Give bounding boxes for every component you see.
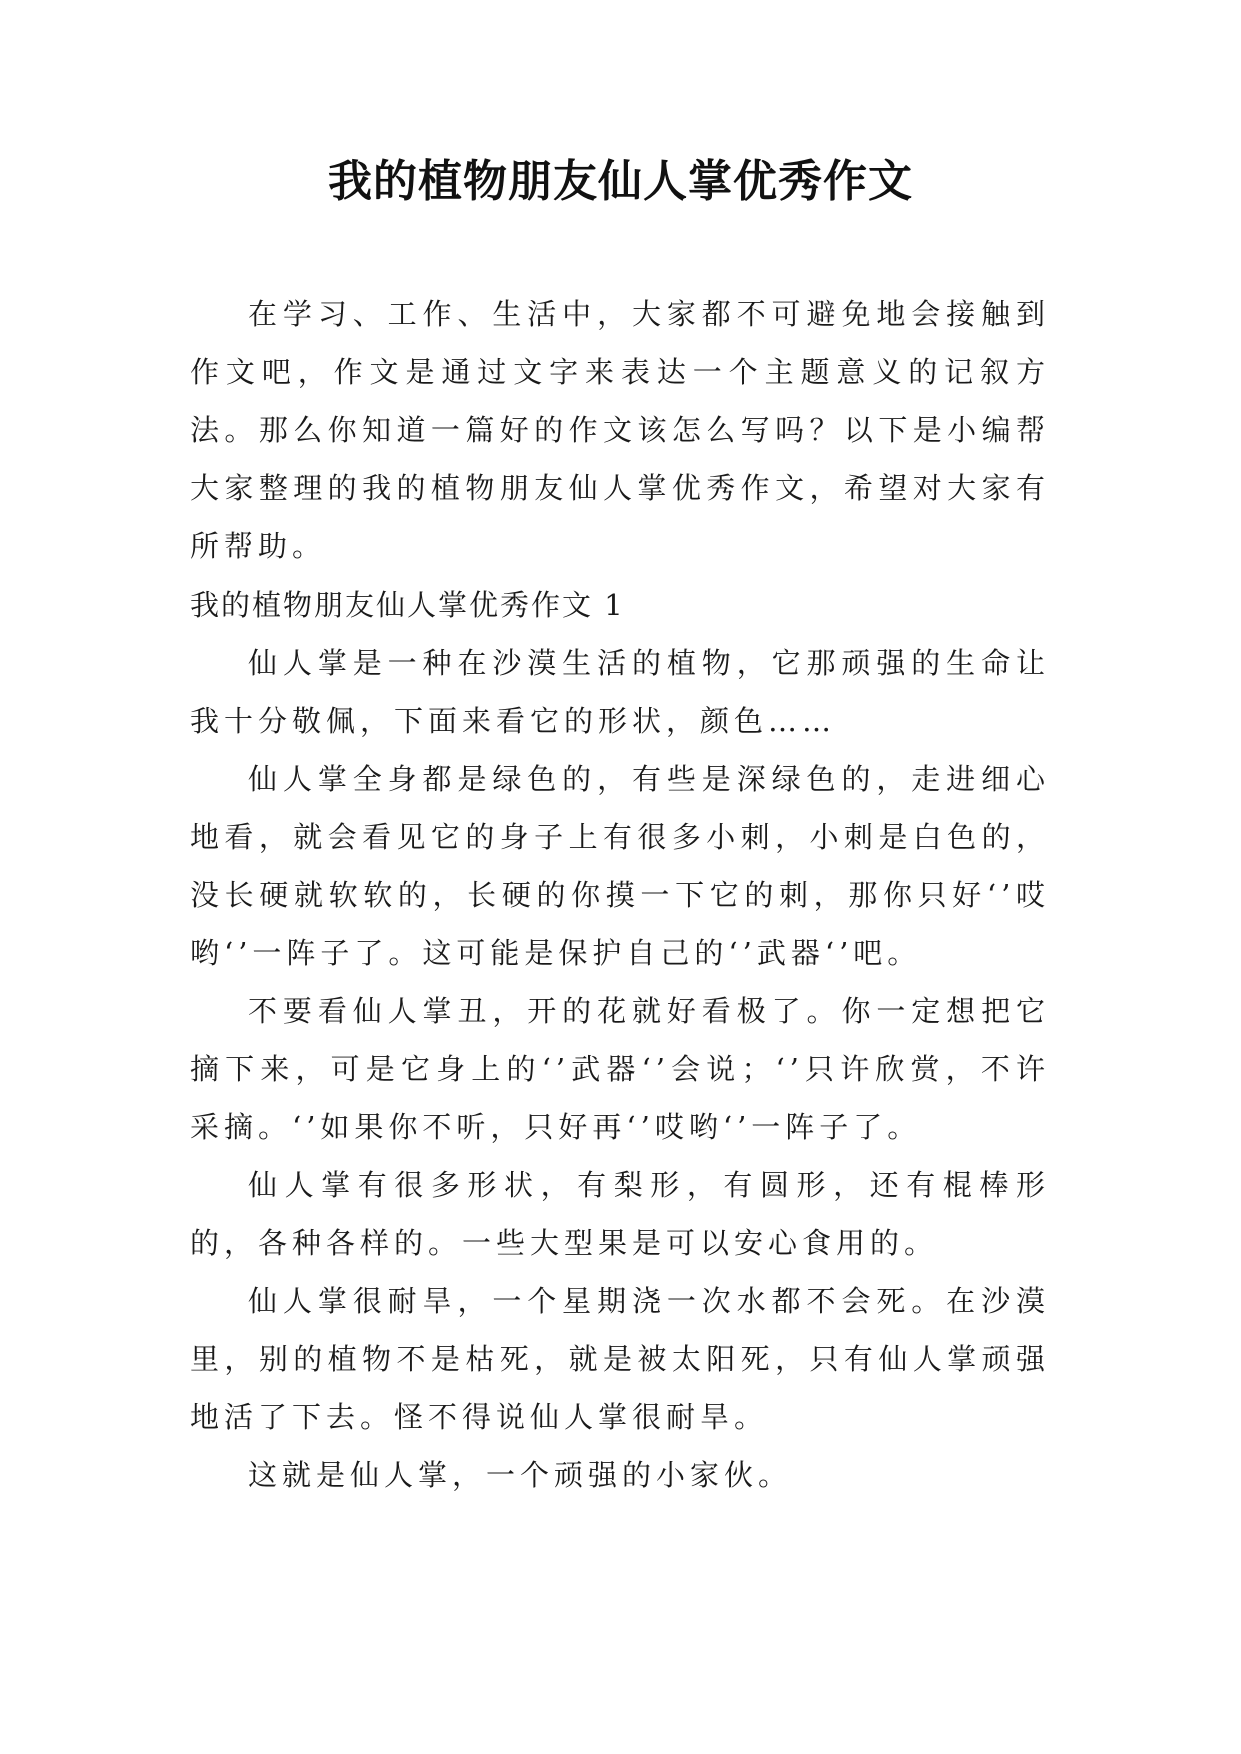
essay-paragraph: 仙人掌全身都是绿色的，有些是深绿色的，走进细心地看，就会看见它的身子上有很多小刺，小刺是白色的，没长硬就软软的，长硬的你摸一下它的刺，那你只好‘’哎哟‘’一阵子了。这可能是保护自己的‘’武器‘’吧。 xyxy=(190,762,1050,970)
essay-paragraph: 不要看仙人掌丑，开的花就好看极了。你一定想把它摘下来，可是它身上的‘’武器‘’会说；‘’只许欣赏，不许采摘。‘’如果你不听，只好再‘’哎哟‘’一阵子了。 xyxy=(190,994,1050,1144)
section-heading: 我的植物朋友仙人掌优秀作文 1 xyxy=(190,588,625,622)
intro-block xyxy=(190,285,1050,575)
essay-paragraph: 仙人掌有很多形状，有梨形，有圆形，还有棍棒形的，各种各样的。一些大型果是可以安心食用的。 xyxy=(190,1168,1050,1260)
essay-paragraph: 仙人掌很耐旱，一个星期浇一次水都不会死。在沙漠里，别的植物不是枯死，就是被太阳死，只有仙人掌顽强地活了下去。怪不得说仙人掌很耐旱。 xyxy=(190,1284,1050,1434)
essay-body xyxy=(190,634,1050,1504)
essay-paragraph: 这就是仙人掌，一个顽强的小家伙。 xyxy=(248,1458,793,1492)
essay-paragraph: 仙人掌是一种在沙漠生活的植物，它那顽强的生命让我十分敬佩，下面来看它的形状，颜色…… xyxy=(190,646,1050,738)
document-title: 我的植物朋友仙人掌优秀作文 xyxy=(328,156,913,207)
intro-paragraph: 在学习、工作、生活中，大家都不可避免地会接触到作文吧，作文是通过文字来表达一个主题意义的记叙方法。那么你知道一篇好的作文该怎么写吗？以下是小编帮大家整理的我的植物朋友仙人掌优秀作文，希望对大家有所帮助。 xyxy=(190,297,1050,563)
